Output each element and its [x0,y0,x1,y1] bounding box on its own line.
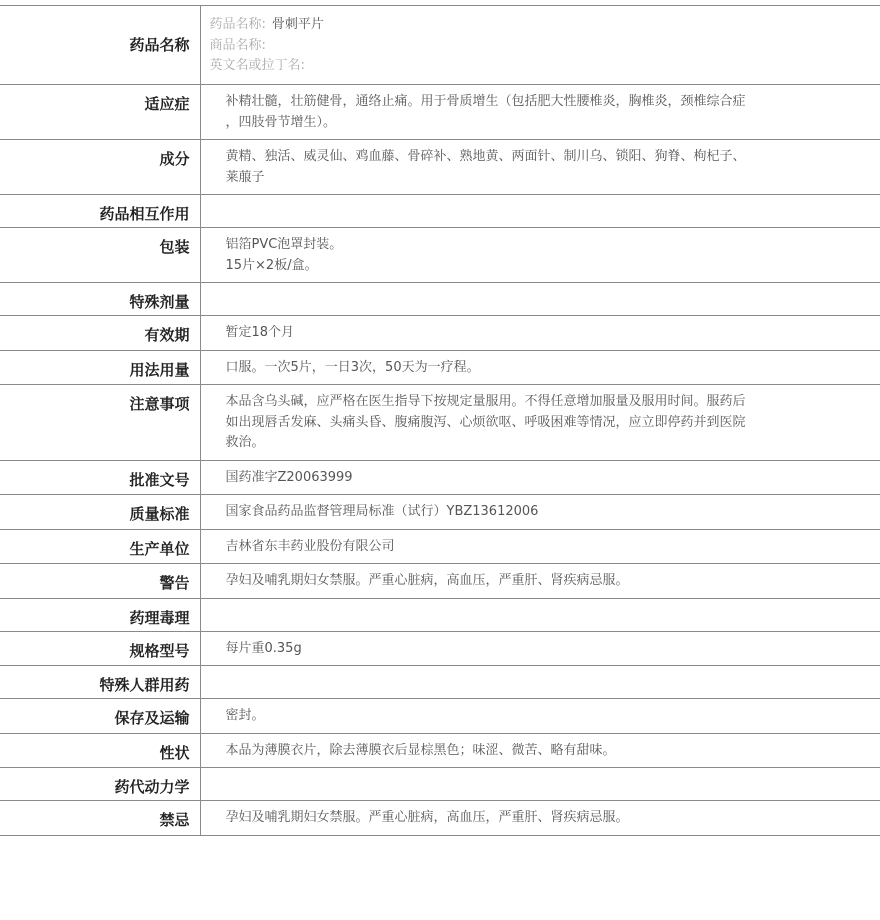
row-value [200,460,880,495]
row-value [200,699,880,734]
row-label: 用法用量 [0,350,200,385]
row-label: 性状 [0,733,200,768]
row-value-line: 暂定18个月 [225,325,295,340]
table-row [0,529,880,564]
row-value-line: 黄精、独活、威灵仙、鸡血藤、骨碎补、熟地黄、两面针、制川乌、锁阳、狗脊、枸杞子、 [225,149,746,164]
row-label: 保存及运输 [0,699,200,734]
row-label: 适应症 [0,85,200,140]
row-label: 批准文号 [0,460,200,495]
row-value-line: 吉林省东丰药业股份有限公司 [225,538,395,554]
row-value-line: 口服。一次5片，一日3次，50天为一疗程。 [225,359,480,375]
row-value [200,195,880,228]
row-value [200,666,880,699]
row-value-line: 国家食品药品监督管理局标准（试行）YBZ13612006 [225,504,539,519]
row-value-line: 孕妇及哺乳期妇女禁服。严重心脏病，高血压，严重肝、肾疾病忌服。 [225,810,629,825]
row-value [200,316,880,351]
row-value [200,85,880,140]
row-value-line: 孕妇及哺乳期妇女禁服。严重心脏病，高血压，严重肝、肾疾病忌服。 [225,573,629,588]
row-value-line: 如出现唇舌发麻、头痛头昏、腹痛腹泻、心烦欲呕、呼吸困难等情况，应立即停药并到医院 [225,414,746,430]
table-row [0,801,880,836]
generic-name-key: 药品名称: [209,17,266,32]
drug-info-table [0,5,880,836]
row-label: 特殊剂量 [0,283,200,316]
table-row [0,564,880,599]
row-value [200,564,880,599]
table-row [0,666,880,699]
row-value [200,733,880,768]
row-label: 注意事项 [0,385,200,461]
table-row [0,228,880,283]
row-value-line: 每片重0.35g [225,640,302,656]
table-row [0,350,880,385]
drug-info-table-body [0,6,880,836]
latin-name-line [210,56,871,77]
row-value-line: ，四肢骨节增生）。 [225,114,337,130]
table-row [0,631,880,666]
drug-names-cell [200,6,880,85]
row-label: 有效期 [0,316,200,351]
row-value [200,768,880,801]
row-value [200,385,880,461]
row-value-line: 本品含乌头碱，应严格在医生指导下按规定量服用。不得任意增加服量及服用时间。服药后 [225,394,746,409]
row-value-line: 本品为薄膜衣片，除去薄膜衣后显棕黑色；味涩、微苦、略有甜味。 [225,742,616,758]
row-value [200,228,880,283]
table-row [0,460,880,495]
trade-name-key: 商品名称: [209,37,266,53]
row-value-line: 国药准字Z20063999 [225,469,353,485]
table-row [0,385,880,461]
row-value [200,631,880,666]
table-row [0,85,880,140]
row-label: 成分 [0,140,200,195]
table-row [0,598,880,631]
row-value [200,140,880,195]
row-value-line: 救治。 [225,435,265,450]
row-label: 警告 [0,564,200,599]
trade-name-line [210,36,871,57]
row-label: 药品相互作用 [0,195,200,228]
table-row [0,768,880,801]
row-label: 药理毒理 [0,598,200,631]
table-row [0,195,880,228]
row-value [200,495,880,530]
row-label: 规格型号 [0,631,200,666]
row-value [200,529,880,564]
generic-name-line [210,15,871,36]
table-row [0,140,880,195]
row-value-line: 铝箔PVC泡罩封装。 [225,237,343,252]
generic-name-value: 骨刺平片 [271,17,324,32]
row-value [200,283,880,316]
table-row [0,733,880,768]
row-label: 质量标准 [0,495,200,530]
row-value-line: 补精壮髓，壮筋健骨，通络止痛。用于骨质增生（包括肥大性腰椎炎，胸椎炎，颈椎综合症 [225,94,746,109]
row-value-line: 莱菔子 [225,169,265,185]
table-row [0,283,880,316]
row-label: 药品名称 [0,6,200,85]
latin-name-key: 英文名或拉丁名: [209,58,305,73]
row-label: 药代动力学 [0,768,200,801]
row-value [200,801,880,836]
row-label: 生产单位 [0,529,200,564]
table-row [0,699,880,734]
table-row [0,316,880,351]
row-value [200,350,880,385]
row-label: 禁忌 [0,801,200,836]
row-value [200,598,880,631]
row-label: 包装 [0,228,200,283]
row-drug-names [0,6,880,85]
row-label: 特殊人群用药 [0,666,200,699]
row-value-line: 密封。 [225,708,265,723]
row-value-line: 15片×2板/盒。 [225,257,318,273]
table-row [0,495,880,530]
